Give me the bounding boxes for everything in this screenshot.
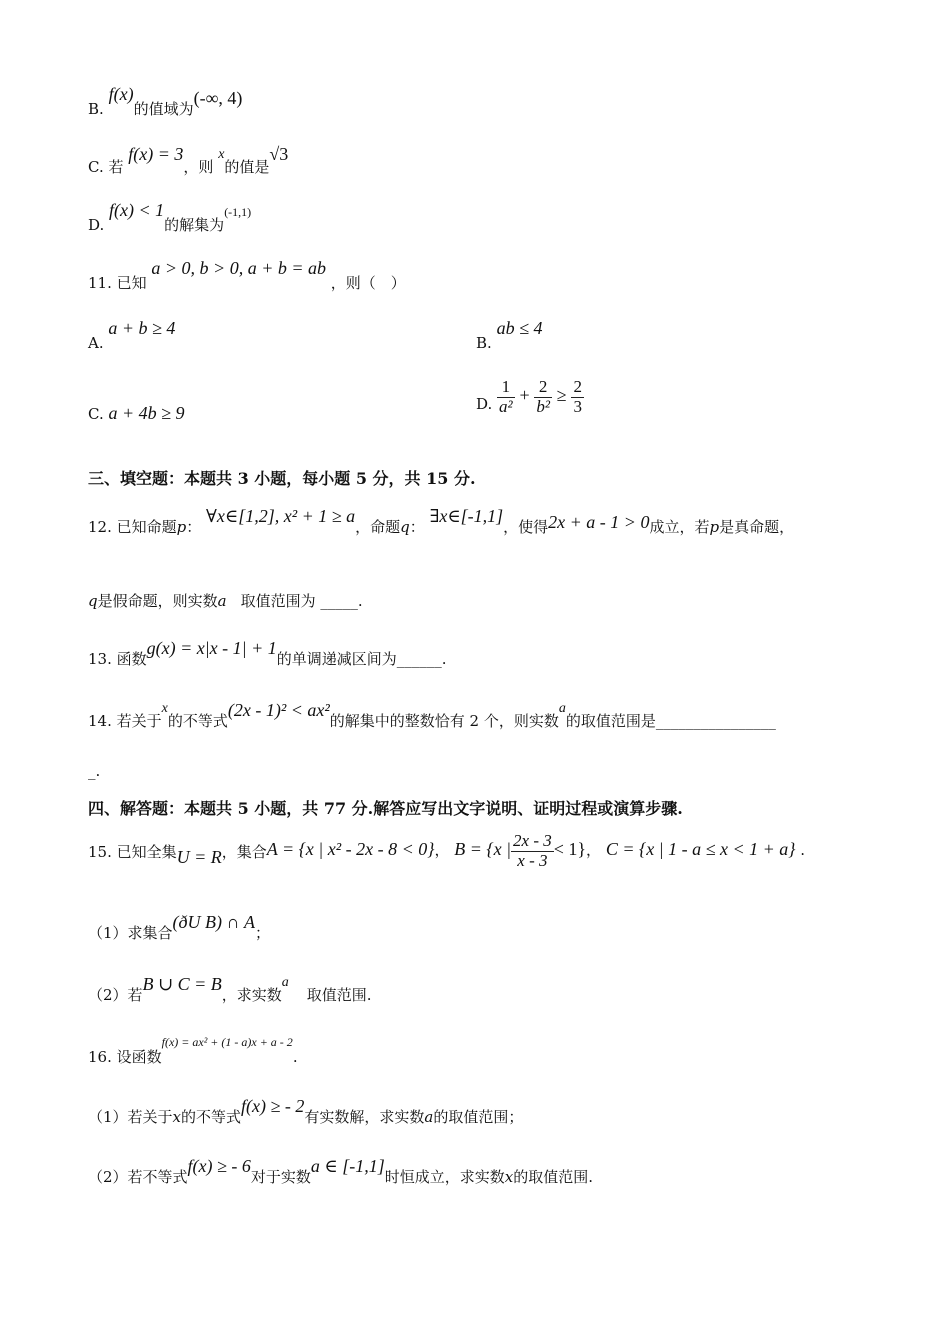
question-prefix: 11. 已知 xyxy=(88,274,147,292)
math-expression: B ∪ C = B xyxy=(142,974,222,994)
math-expression: f(x) xyxy=(108,84,134,104)
question-prefix: 12. 已知命题 xyxy=(88,518,177,536)
text: ，求实数 xyxy=(221,986,282,1004)
operator: ≥ xyxy=(556,385,567,406)
fraction xyxy=(571,378,584,416)
math-expression: √3 xyxy=(269,144,289,164)
text: 的值是 xyxy=(224,158,270,176)
q12-stem xyxy=(88,506,794,537)
q14-line2: _. xyxy=(88,762,101,780)
q11-option-d xyxy=(476,378,584,416)
math-variable: a xyxy=(217,592,227,610)
math-variable: x xyxy=(504,1168,514,1186)
q13-stem xyxy=(88,638,447,669)
math-expression: ab ≤ 4 xyxy=(496,318,543,338)
math-expression: ∀x∈[1,2], x² + 1 ≥ a xyxy=(206,506,356,526)
text: ： xyxy=(409,518,425,536)
q10-option-d xyxy=(88,200,251,235)
math-expression: A = {x | x² - 2x - 8 < 0} xyxy=(266,839,435,860)
text: ，命题 xyxy=(355,518,401,536)
question-prefix: 14. 若关于 xyxy=(88,712,162,730)
proposition-q: q xyxy=(88,592,98,610)
operator: + xyxy=(519,385,530,406)
math-expression: f(x) ≥ - 6 xyxy=(187,1156,251,1176)
text: 的值域为 xyxy=(133,100,194,118)
numerator: 2 xyxy=(534,378,552,398)
math-expression: U = R xyxy=(176,847,222,868)
math-expression: a ∈ [-1,1] xyxy=(310,1156,385,1176)
numerator: 2x - 3 xyxy=(513,831,552,850)
text: 是假命题，则实数 xyxy=(97,592,218,610)
text: 时恒成立，求实数 xyxy=(384,1168,505,1186)
fraction xyxy=(534,378,552,416)
q10-option-b xyxy=(88,84,242,119)
text: 的取值范围是________________ xyxy=(565,712,776,730)
option-label: C. xyxy=(88,405,104,423)
fraction xyxy=(511,832,554,870)
q11-option-b xyxy=(476,318,542,352)
math-variable: a xyxy=(424,1108,434,1126)
option-label: A. xyxy=(88,334,104,352)
text: 的不等式 xyxy=(167,712,228,730)
q16-part2 xyxy=(88,1156,593,1187)
text: 对于实数 xyxy=(250,1168,311,1186)
text: 的不等式 xyxy=(181,1108,242,1126)
q10-option-c xyxy=(88,144,288,177)
denominator: 3 xyxy=(573,396,582,416)
math-expression: (-∞, 4) xyxy=(193,88,243,108)
option-label: C. 若 xyxy=(88,158,124,176)
q12-line2 xyxy=(88,590,363,611)
text: ，使得 xyxy=(503,518,549,536)
proposition-p: p xyxy=(709,518,720,536)
section-heading-answer: 四、解答题：本题共 5 小题，共 77 分.解答应写出文字说明、证明过程或演算步骤. xyxy=(88,799,683,818)
question-prefix: 16. 设函数 xyxy=(88,1048,162,1066)
math-variable: a xyxy=(558,701,566,716)
text: ， xyxy=(586,841,602,860)
math-expression: a > 0, b > 0, a + b = ab xyxy=(151,258,326,278)
part-prefix: （1）求集合 xyxy=(88,924,173,942)
text: ： xyxy=(186,518,202,536)
option-label: D. xyxy=(476,395,493,414)
math-expression: C = {x | 1 - a ≤ x < 1 + a} xyxy=(605,839,796,860)
math-variable: x xyxy=(172,1108,182,1126)
proposition-q: q xyxy=(400,518,410,536)
part-prefix: （2）若 xyxy=(88,986,143,1004)
text: 取值范围为 _____. xyxy=(240,592,363,610)
q16-part1 xyxy=(88,1096,523,1127)
math-expression: < 1} xyxy=(553,839,587,860)
text: ，则 xyxy=(183,158,214,176)
math-expression: f(x) < 1 xyxy=(109,200,165,220)
math-variable: a xyxy=(281,975,289,990)
numerator: 1 xyxy=(497,378,515,398)
math-expression: f(x) ≥ - 2 xyxy=(241,1096,305,1116)
text: 的取值范围. xyxy=(513,1168,594,1186)
text: 的解集为 xyxy=(164,216,225,234)
q11-option-a xyxy=(88,318,175,352)
q11-stem xyxy=(88,258,406,293)
math-variable: x xyxy=(161,701,168,716)
math-expression: B = {x | xyxy=(454,839,512,860)
math-expression: (-1,1) xyxy=(224,205,252,219)
text: ，则（ ） xyxy=(330,274,406,292)
text: ， xyxy=(434,841,450,860)
q15-stem xyxy=(88,832,805,870)
math-expression: 2x + a - 1 > 0 xyxy=(548,512,650,532)
text: 的取值范围； xyxy=(433,1108,524,1126)
denominator: x - 3 xyxy=(517,850,548,870)
text: 的单调递减区间为______. xyxy=(276,650,447,668)
question-prefix: 15. 已知全集 xyxy=(88,843,177,862)
math-expression: f(x) = ax² + (1 - a)x + a - 2 xyxy=(161,1035,293,1049)
text: ； xyxy=(255,924,271,942)
text: 取值范围. xyxy=(306,986,372,1004)
option-label: B. xyxy=(476,334,492,352)
math-expression: (ðU B) ∩ A xyxy=(172,912,256,932)
denominator: a² xyxy=(499,396,513,416)
text: . xyxy=(292,1048,298,1066)
text: 的解集中的整数恰有 2 个，则实数 xyxy=(329,712,559,730)
proposition-p: p xyxy=(176,518,187,536)
q11-option-c xyxy=(88,403,185,424)
question-prefix: 13. 函数 xyxy=(88,650,147,668)
text: 是真命题， xyxy=(719,518,795,536)
q15-part1 xyxy=(88,912,270,943)
math-variable: x xyxy=(218,147,225,162)
math-expression: (2x - 1)² < ax² xyxy=(227,700,330,720)
fraction xyxy=(497,378,515,416)
text: . xyxy=(800,841,806,860)
math-expression: ∃x∈[-1,1] xyxy=(429,506,504,526)
math-expression: a + b ≥ 4 xyxy=(108,318,176,338)
math-expression: a + 4b ≥ 9 xyxy=(108,403,185,423)
part-prefix: （1）若关于 xyxy=(88,1108,173,1126)
math-expression: f(x) = 3 xyxy=(128,144,184,164)
text: 成立，若 xyxy=(649,518,710,536)
text: ，集合 xyxy=(221,843,267,862)
option-label: D. xyxy=(88,216,105,234)
math-expression: g(x) = x|x - 1| + 1 xyxy=(146,638,277,658)
section-heading-fill-in: 三、填空题：本题共 3 小题，每小题 5 分，共 15 分. xyxy=(88,469,476,488)
q16-stem xyxy=(88,1034,298,1067)
denominator: b² xyxy=(536,396,550,416)
q15-part2 xyxy=(88,974,372,1005)
numerator: 2 xyxy=(573,377,582,396)
part-prefix: （2）若不等式 xyxy=(88,1168,188,1186)
q14-stem xyxy=(88,700,776,731)
text: 有实数解，求实数 xyxy=(304,1108,425,1126)
option-label: B. xyxy=(88,100,104,118)
